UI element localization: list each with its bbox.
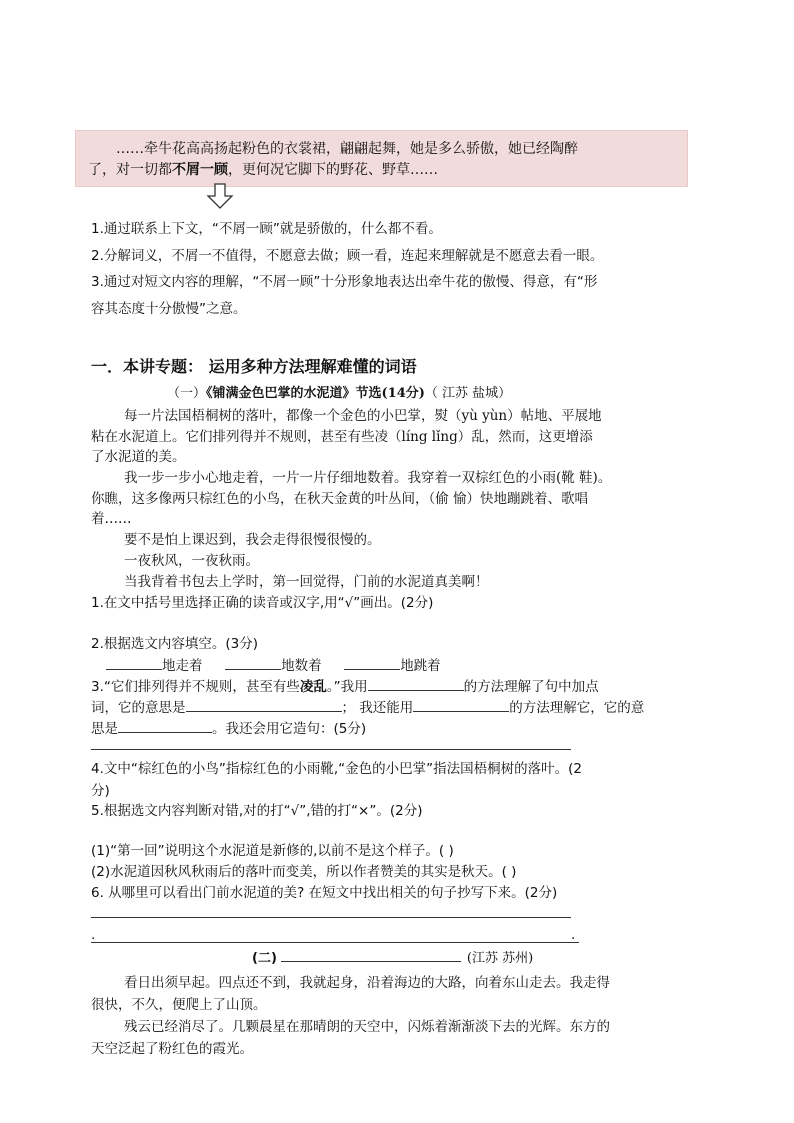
question-3-line-1 [91,675,599,695]
passage-1-title-index: （一） [167,386,207,401]
passage-1-title [167,382,511,401]
method-2: 2.分解词义，不屑一不值得，不愿意去做；顾一看，连起来理解就是不愿意去看一眼。 [91,248,604,264]
quote-line-2-pre: 了，对一切都 [88,162,172,178]
passage-1-para-2-line-3: 着…… [91,511,132,527]
quote-line-2 [88,159,438,179]
section-title: 一．本讲专题： 运用多种方法理解难懂的词语 [91,357,417,376]
answer-line[interactable] [91,917,571,918]
question-5: 5.根据选文内容判断对错,对的打“√”,错的打“×”。(2分) [91,803,423,819]
passage-1-title-main: 《铺满金色巴掌的水泥道》节选(14分) [206,386,425,401]
question-2-blanks [106,654,441,674]
quote-box [75,130,688,187]
down-arrow-icon [206,183,234,209]
method-3-line-1: 3.通过对短文内容的理解，“不屑一顾”十分形象地表达出牵牛花的傲慢、得意，有“形 [91,274,598,290]
passage-1-para-1-line-2: 粘在水泥道上。它们排列得并不规则，甚至有些凌（líng lǐng）乱，然而，这更增添 [91,429,593,445]
passage-1-title-source: （ 江苏 盐城） [424,386,512,401]
answer-blank[interactable] [225,655,281,670]
question-3-line-3 [91,717,366,737]
answer-blank[interactable] [344,655,400,670]
question-3-text: ； 我还能用 [341,700,414,716]
question-2-blank-3-label: 地跳着 [400,658,441,674]
question-3-text: 的方法理解了句中加点 [463,679,599,695]
passage-2-title-index: (二) [252,951,277,966]
question-4-line-2: 分) [91,783,110,799]
passage-2-title-source: (江苏 苏州) [466,951,534,966]
passage-2-para-2-line-1: 残云已经消尽了。几颗晨星在那晴朗的天空中，闪烁着渐渐淡下去的光辉。东方的 [124,1019,610,1035]
passage-2-para-1-line-1: 看日出须早起。四点还不到，我就起身，沿着海边的大路，向着东山走去。我走得 [124,975,610,991]
passage-1-para-2-line-1: 我一步一步小心地走着，一片一片仔细地数着。我穿着一双棕红色的小雨(靴 鞋)。 [124,470,612,486]
question-2-blank-2-label: 地数着 [281,658,322,674]
question-3-text: 思是 [91,721,118,737]
passage-1-para-1-line-3: 了水泥道的美。 [91,449,186,465]
question-2-blank-1-label: 地走着 [162,658,203,674]
question-3-text: 。我还会用它造句：(5分) [212,721,367,737]
passage-1-para-4: 一夜秋风，一夜秋雨。 [124,553,259,569]
question-3-line-2 [91,696,644,716]
method-3-line-2: 容其态度十分傲慢”之意。 [91,301,247,317]
question-4-line-1: 4.文中“棕红色的小鸟”指棕红色的小雨靴,“金色的小巴掌”指法国梧桐树的落叶。(2 [91,761,583,777]
answer-blank[interactable] [368,676,464,691]
answer-line-dot: . [571,927,576,943]
passage-1-para-2-line-2: 你瞧，这多像两只棕红色的小鸟，在秋天金黄的叶丛间，（偷 愉）快地蹦跳着、歌唱 [91,491,589,507]
title-blank[interactable] [281,949,461,962]
answer-line-dot: . [91,927,96,943]
question-3-text: 3.“它们排列得并不规则，甚至有些 [91,679,300,695]
question-5-item-2: (2)水泥道因秋风秋雨后的落叶而变美，所以作者赞美的其实是秋天。( ) [91,864,517,880]
answer-blank[interactable] [186,697,342,712]
method-1: 1.通过联系上下文，“不屑一顾”就是骄傲的，什么都不看。 [91,221,442,237]
answer-blank[interactable] [118,718,212,733]
answer-blank[interactable] [106,655,162,670]
question-5-item-1: (1)“第一回”说明这个水泥道是新修的,以前不是这个样子。( ) [91,843,454,859]
quote-line-1: ……牵牛花高高扬起粉色的衣裳裙，翩翩起舞，她是多么骄傲，她已经陶醉 [116,141,578,157]
answer-line[interactable] [91,749,571,750]
answer-line[interactable] [91,942,579,943]
passage-1-para-5: 当我背着书包去上学时，第一回觉得，门前的水泥道真美啊！ [124,574,489,590]
question-3-text: 的方法理解它，它的意 [509,700,645,716]
question-3-text: 词，它的意思是 [91,700,186,716]
passage-2-para-1-line-2: 很快，不久，便爬上了山顶。 [91,997,267,1013]
passage-2-title [252,947,533,966]
quote-keyword: 不屑一顾 [172,162,228,178]
quote-line-2-post: ，更何况它脚下的野花、野草…… [228,162,438,178]
question-6: 6. 从哪里可以看出门前水泥道的美? 在短文中找出相关的句子抄写下来。(2分) [91,885,558,901]
question-3-text: 。”我用 [326,679,368,695]
passage-1-para-1-line-1: 每一片法国梧桐树的落叶，都像一个金色的小巴掌，熨（yù yùn）帖地、平展地 [124,408,602,424]
question-3-keyword: 凌乱 [299,679,327,695]
passage-2-para-2-line-2: 天空泛起了粉红色的霞光。 [91,1041,253,1057]
question-1: 1.在文中括号里选择正确的读音或汉字,用“√”画出。(2分) [91,595,434,611]
answer-blank[interactable] [413,697,509,712]
passage-1-para-3: 要不是怕上课迟到，我会走得很慢很慢的。 [124,532,381,548]
question-2: 2.根据选文内容填空。(3分) [91,636,259,652]
